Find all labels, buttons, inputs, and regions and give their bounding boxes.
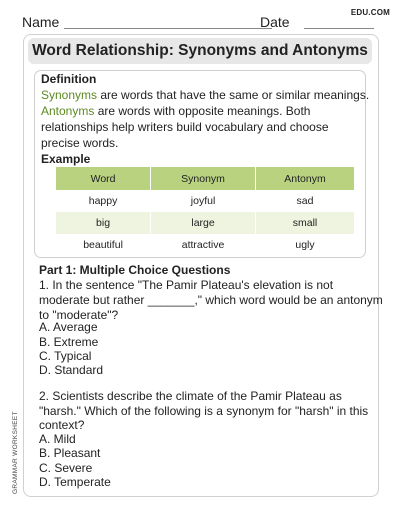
antonyms-term: Antonyms	[41, 104, 95, 118]
table-row	[56, 190, 354, 212]
q2-option-a[interactable]: A. Mild	[39, 432, 76, 446]
q1-line-2: moderate but rather _______," which word would be an antonym	[39, 293, 383, 307]
date-label: Date	[260, 14, 290, 30]
synonyms-term: Synonyms	[41, 88, 98, 102]
definition-line-2	[41, 104, 310, 118]
q1-option-b[interactable]: B. Extreme	[39, 335, 99, 349]
table-row	[56, 212, 354, 234]
q2-option-c[interactable]: C. Severe	[39, 461, 93, 475]
worksheet-title: Word Relationship: Synonyms and Antonyms	[28, 38, 372, 64]
table-cell: sad	[296, 195, 314, 207]
table-header-row	[56, 167, 354, 190]
table-header-cell: Word	[56, 167, 151, 190]
name-label: Name	[22, 14, 60, 30]
table-cell: attractive	[151, 234, 256, 256]
table-cell: beautiful	[56, 234, 151, 256]
q2-option-d[interactable]: D. Temperate	[39, 475, 111, 489]
table-row	[56, 234, 354, 256]
table-header-cell: Synonym	[151, 167, 256, 190]
definition-heading: Definition	[41, 72, 97, 86]
q1-line-3: to "moderate"?	[39, 308, 119, 322]
definition-line-2-rest: are words with opposite meanings. Both	[94, 104, 311, 118]
date-blank-line[interactable]	[304, 28, 374, 29]
definition-line-1-rest: are words that have the same or similar meanings.	[97, 88, 370, 102]
definition-line-1	[41, 88, 369, 102]
side-label: GRAMMAR WORKSHEET	[12, 411, 19, 494]
q2-line-2: "harsh." Which of the following is a synonym for "harsh" in this	[39, 404, 369, 418]
definition-line-4: precise words.	[41, 136, 119, 150]
table-cell: large	[151, 212, 256, 234]
q2-line-3: context?	[39, 418, 85, 432]
name-blank-line[interactable]	[64, 28, 272, 29]
name-date-row	[22, 14, 352, 30]
table-cell: small	[255, 212, 354, 234]
q1-option-c[interactable]: C. Typical	[39, 349, 92, 363]
definition-line-3: relationships help writers build vocabulary and choose	[41, 120, 329, 134]
q1-option-a[interactable]: A. Average	[39, 320, 98, 334]
q2-line-1: 2. Scientists describe the climate of the Pamir Plateau as	[39, 389, 342, 403]
q1-option-d[interactable]: D. Standard	[39, 363, 104, 377]
table-cell: ugly	[295, 239, 315, 251]
example-table	[56, 167, 354, 256]
part1-heading: Part 1: Multiple Choice Questions	[39, 263, 231, 277]
example-heading: Example	[41, 152, 91, 166]
q2-option-b[interactable]: B. Pleasant	[39, 446, 101, 460]
table-cell: big	[56, 212, 151, 234]
table-cell: happy	[56, 190, 151, 212]
table-header-cell: Antonym	[255, 167, 354, 190]
table-cell: joyful	[151, 190, 256, 212]
brand-logo: EDU.COM	[350, 8, 390, 17]
q1-line-1: 1. In the sentence "The Pamir Plateau's elevation is not	[39, 278, 334, 292]
